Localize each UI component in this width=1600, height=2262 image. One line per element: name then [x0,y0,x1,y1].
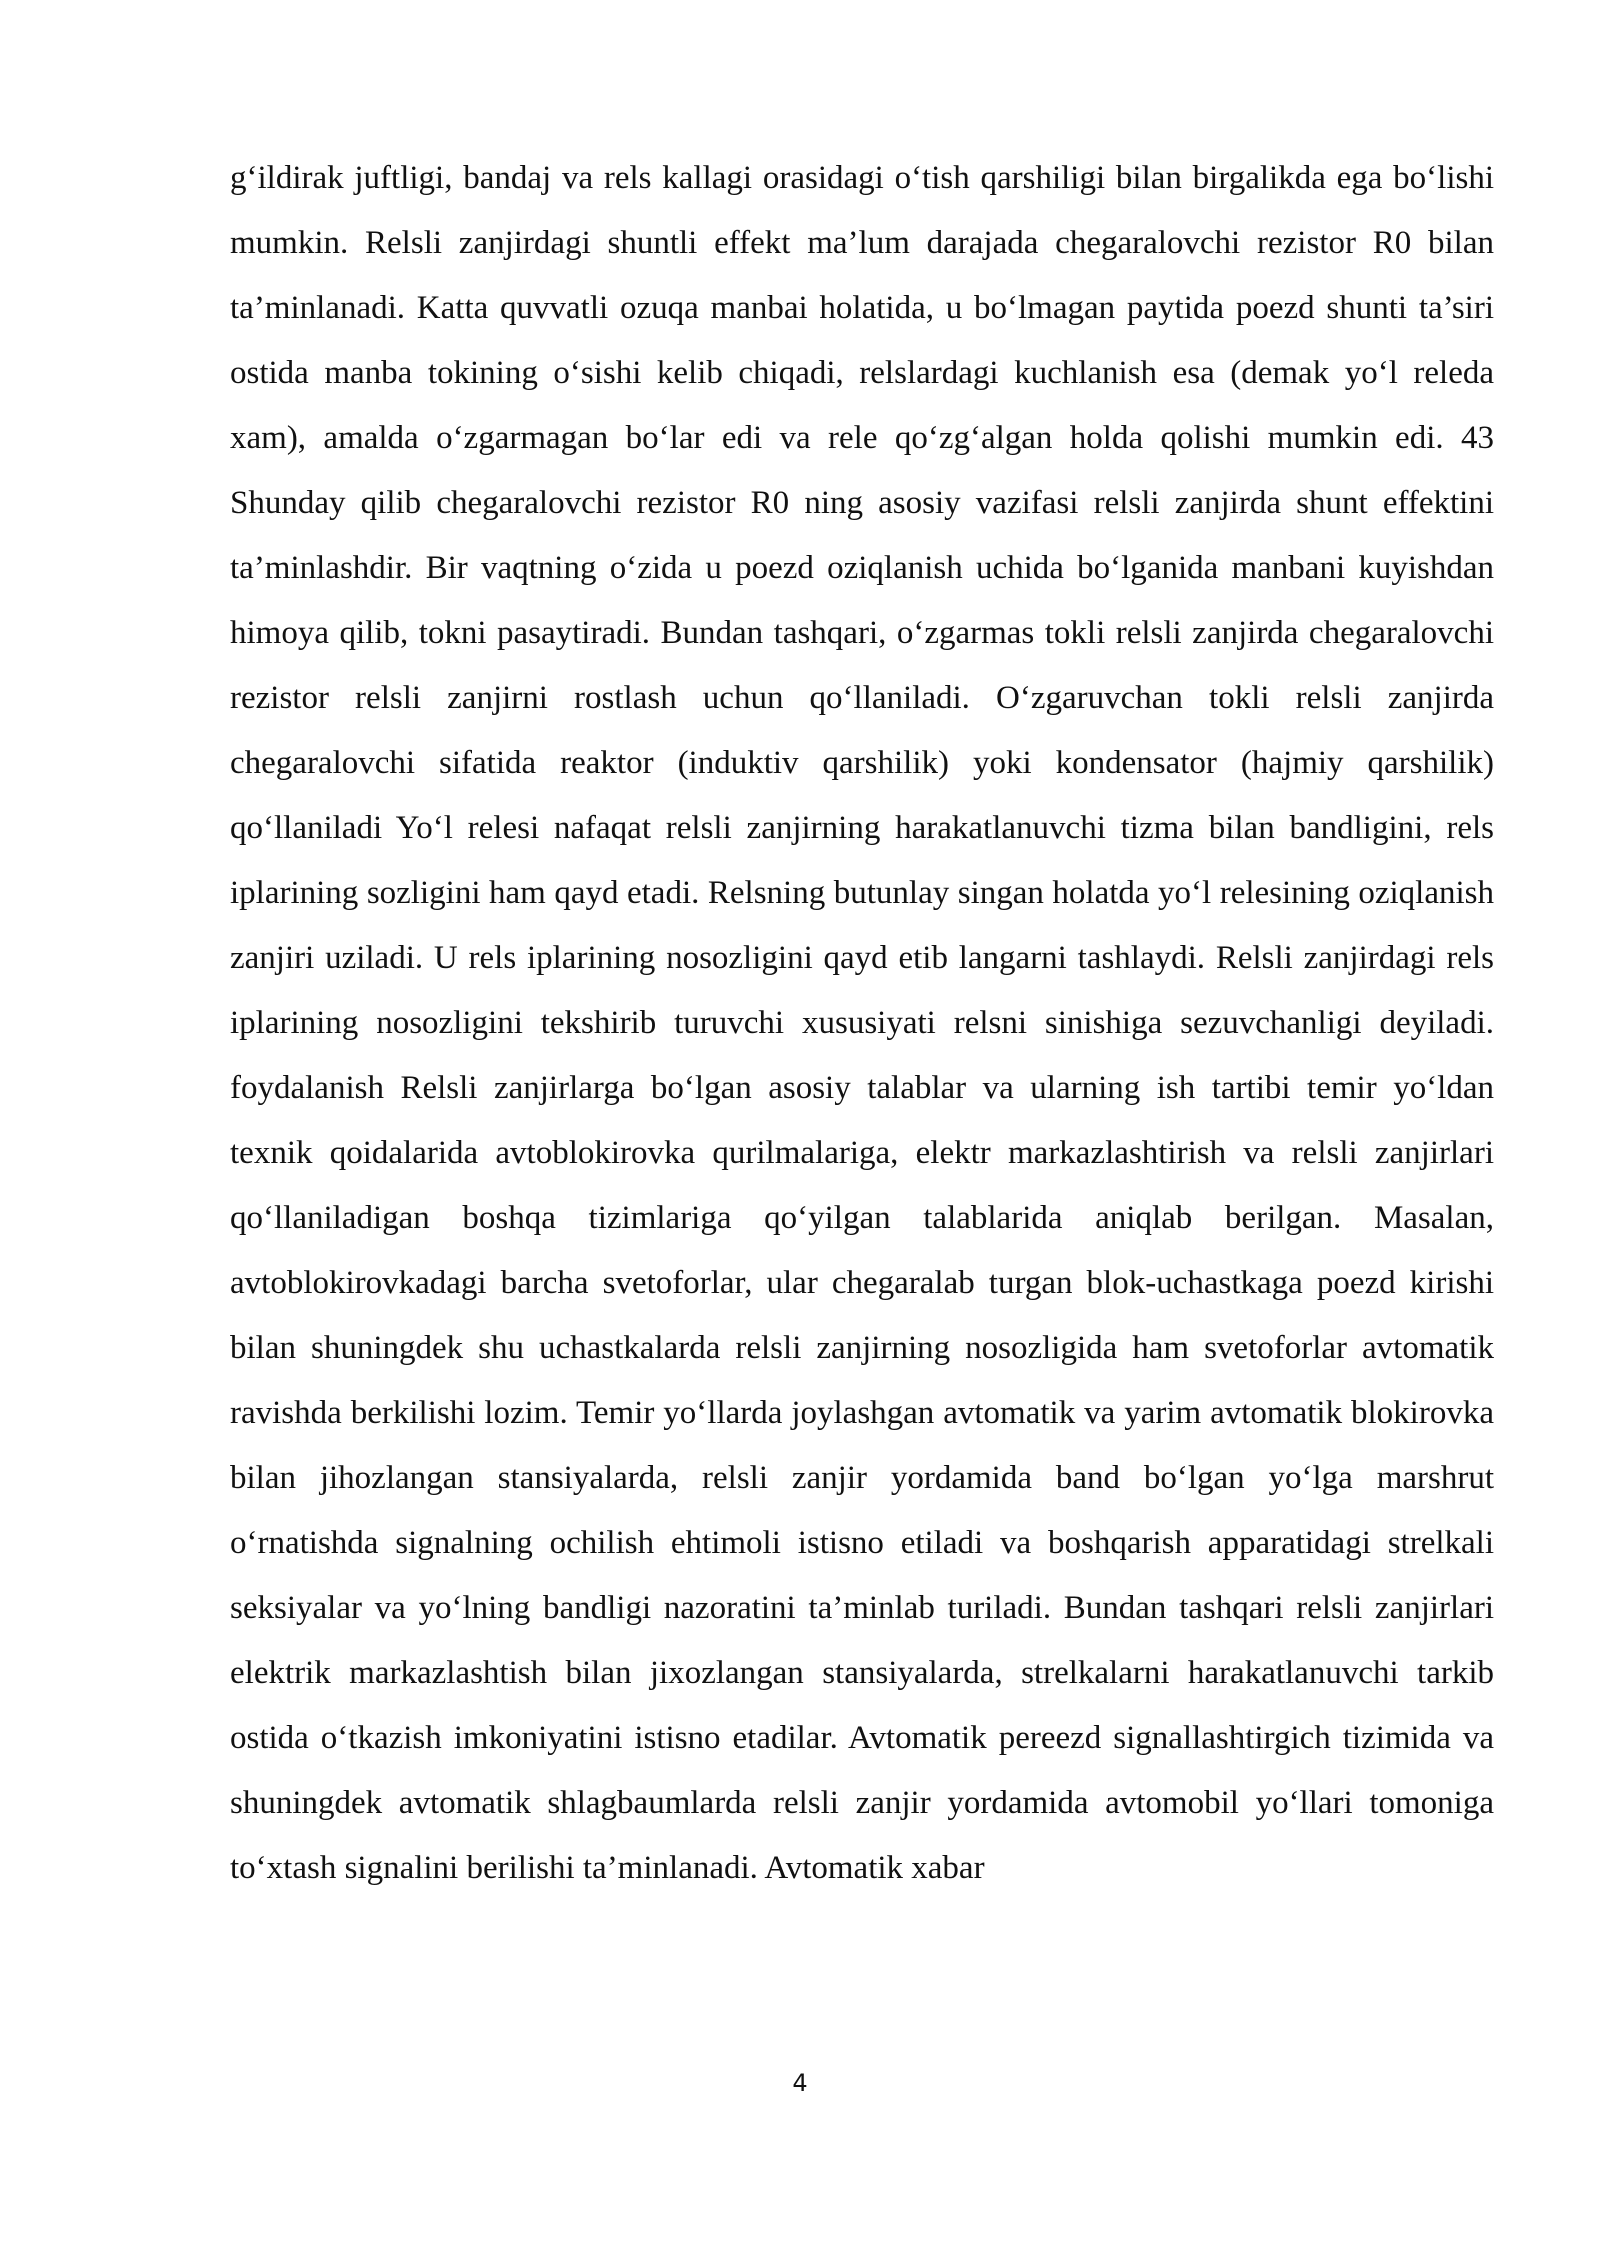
page-number: 4 [792,2069,808,2097]
body-paragraph: g‘ildirak juftligi, bandaj va rels kallagi orasidagi o‘tish qarshiligi bilan birgalikda ega bo‘lishi mumkin. Relsli zanjirdagi shuntli effekt ma’lum darajada chegaralovchi rezistor R0 bilan ta’minlanadi. Katta quvvatli ozuqa manbai holatida, u bo‘lmagan paytida poezd shunti ta’siri ostida manba tokining o‘sishi kelib chiqadi, relslardagi kuchlanish esa (demak yo‘l releda xam), amalda o‘zgarmagan bo‘lar edi va rele qo‘zg‘algan holda qolishi mumkin edi. 43 Shunday qilib chegaralovchi rezistor R0 ning asosiy vazifasi relsli zanjirda shunt effektini ta’minlashdir. Bir vaqtning o‘zida u poezd oziqlanish uchida bo‘lganida manbani kuyishdan himoya qilib, tokni pasaytiradi. Bundan tashqari, o‘zgarmas tokli relsli zanjirda chegaralovchi rezistor relsli zanjirni rostlash uchun qo‘llaniladi. O‘zgaruvchan tokli relsli zanjirda chegaralovchi sifatida reaktor (induktiv qarshilik) yoki kondensator (hajmiy qarshilik) qo‘llaniladi Yo‘l relesi nafaqat relsli zanjirning harakatlanuvchi tizma bilan bandligini, rels iplarining sozligini ham qayd etadi. Relsning butunlay singan holatda yo‘l relesining oziqlanish zanjiri uziladi. U rels iplarining nosozligini qayd etib langarni tashlaydi. Relsli zanjirdagi rels iplarining nosozligini tekshirib turuvchi xususiyati relsni sinishiga sezuvchanligi deyiladi. foydalanish Relsli zanjirlarga bo‘lgan asosiy talablar va ularning ish tartibi temir yo‘ldan texnik qoidalarida avtoblokirovka qurilmalariga, elektr markazlashtirish va relsli zanjirlari qo‘llaniladigan boshqa tizimlariga qo‘yilgan talablarida aniqlab berilgan. Masalan, avtoblokirovkadagi barcha svetoforlar, ular chegaralab turgan blok-uchastkaga poezd kirishi bilan shuningdek shu uchastkalarda relsli zanjirning nosozligida ham svetoforlar avtomatik ravishda berkilishi lozim. Temir yo‘llarda joylashgan avtomatik va yarim avtomatik blokirovka bilan jihozlangan stansiyalarda, relsli zanjir yordamida band bo‘lgan yo‘lga marshrut o‘rnatishda signalning ochilish ehtimoli istisno etiladi va boshqarish apparatidagi strelkali seksiyalar va yo‘lning bandligi nazoratini ta’minlab turiladi. Bundan tashqari relsli zanjirlari elektrik markazlashtish bilan jixozlangan stansiyalarda, strelkalarni harakatlanuvchi tarkib ostida o‘tkazish imkoniyatini istisno etadilar. Avtomatik pereezd signallashtirgich tizimida va shuningdek avtomatik shlagbaumlarda relsli zanjir yordamida avtomobil yo‘llari tomoniga to‘xtash signalini berilishi ta’minlanadi. Avtomatik xabar [230,160,1494,1886]
